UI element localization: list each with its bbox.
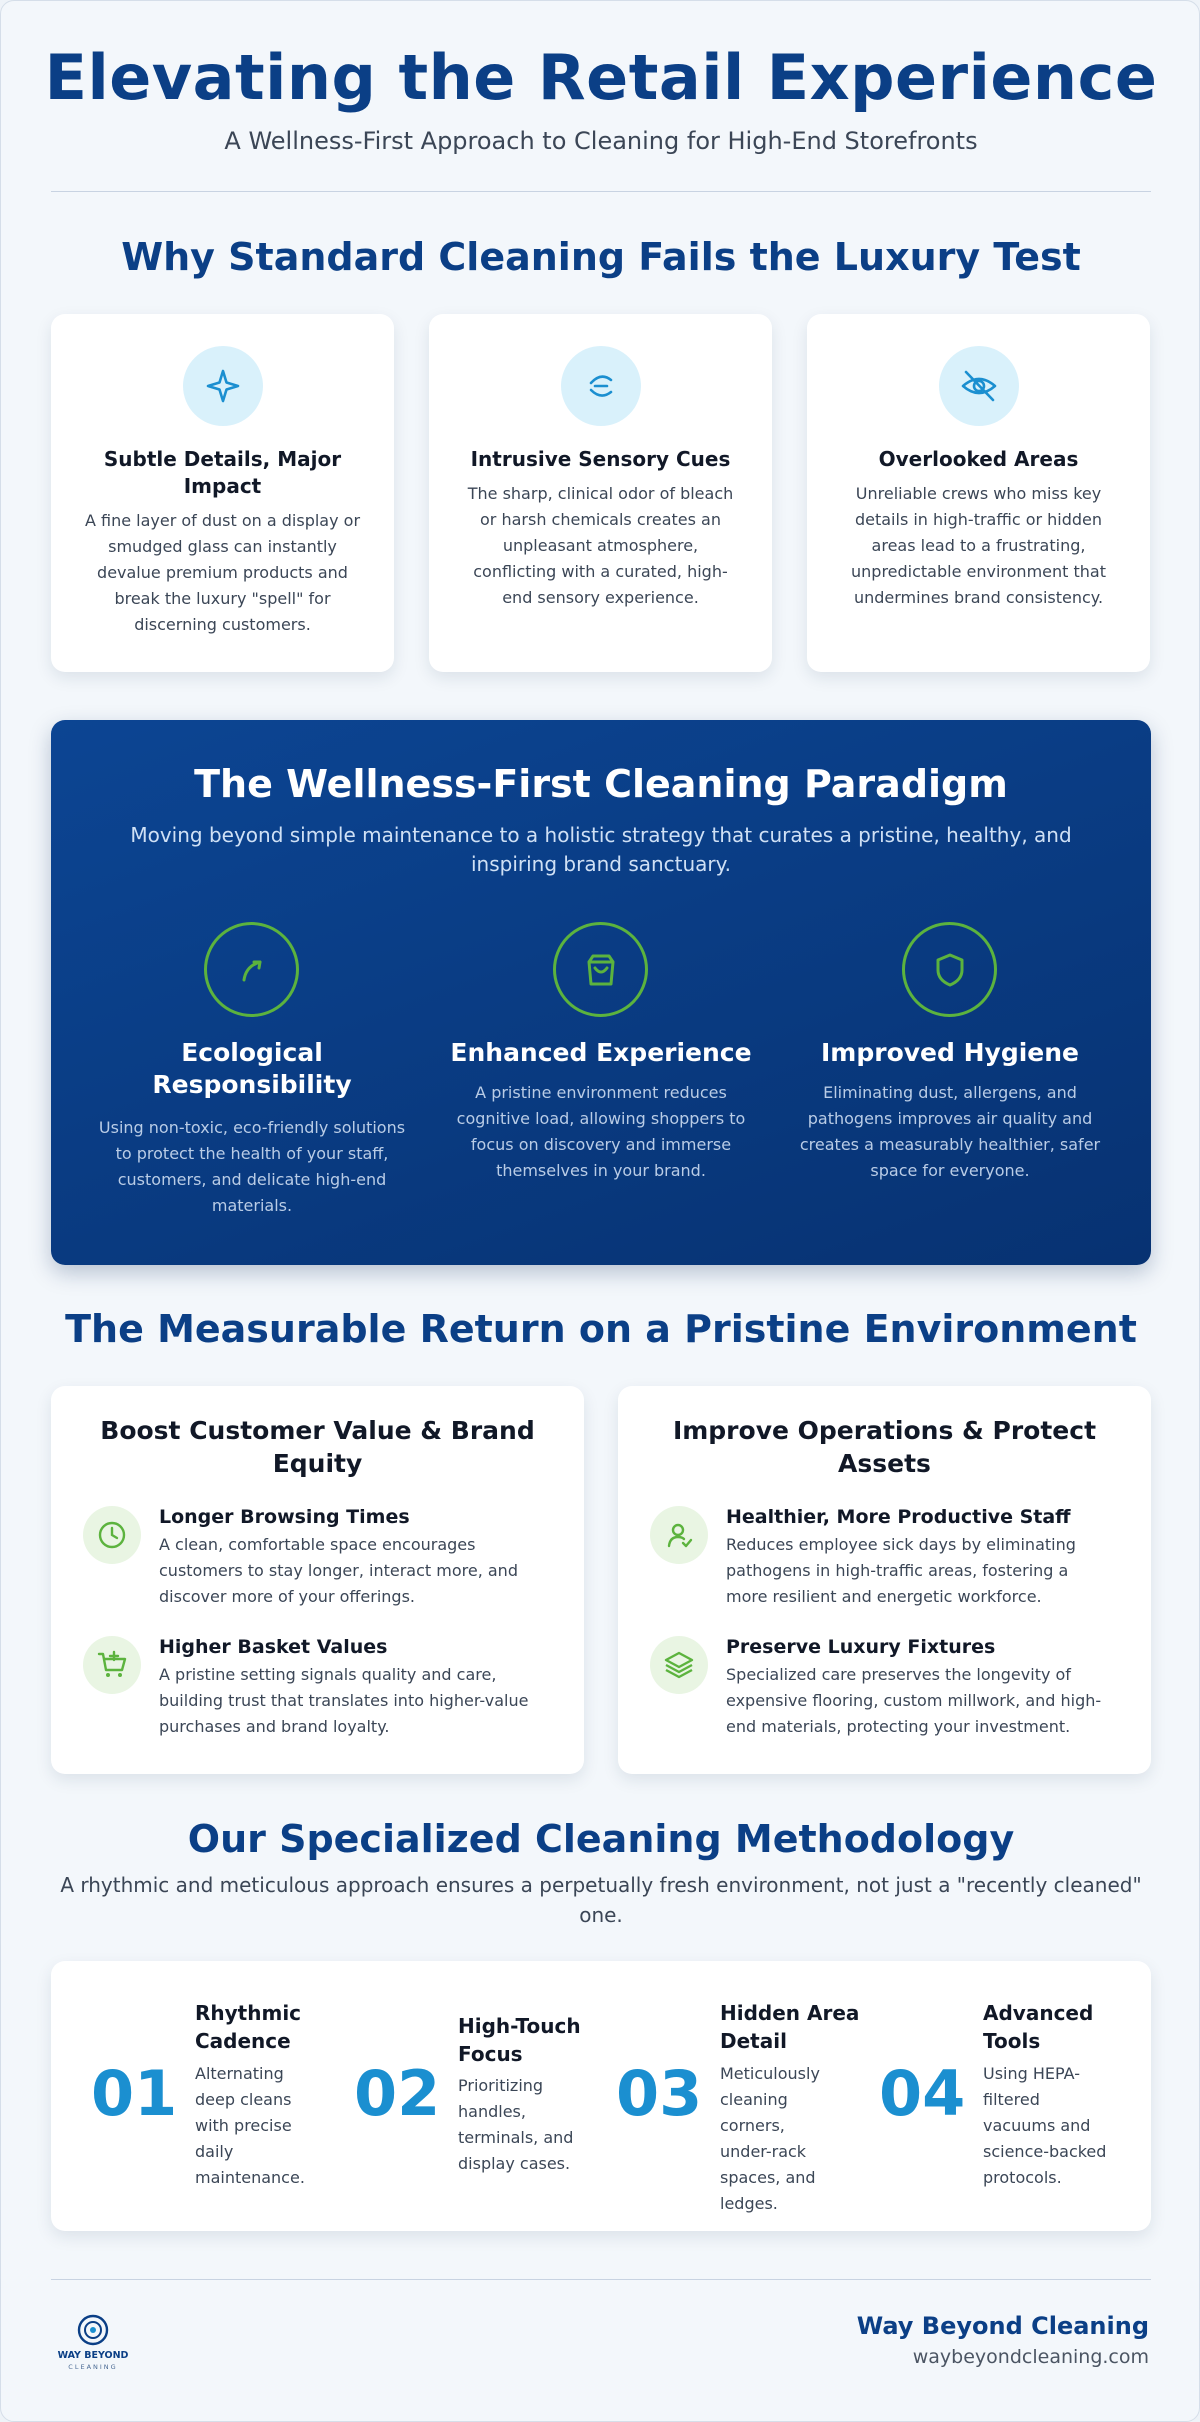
roi-card xyxy=(51,1386,584,1774)
roi-card xyxy=(618,1386,1151,1774)
eye-off-icon xyxy=(939,346,1019,426)
shopping-bag-icon xyxy=(553,922,648,1017)
roi-item-desc: A clean, comfortable space encourages customers to stay longer, interact more, and discover more of your offerings. xyxy=(159,1535,518,1606)
why-card xyxy=(807,314,1150,672)
pillar-text: Eliminating dust, allergens, and pathogens improves air quality and creates a measurably healthier, safer space for everyone. xyxy=(799,1083,1101,1180)
cart-plus-icon xyxy=(83,1636,141,1694)
paradigm-title: The Wellness-First Cleaning Paradigm xyxy=(194,762,1008,806)
divider xyxy=(51,191,1151,192)
step-title: Advanced Tools xyxy=(983,2001,1094,2053)
why-card-title: Intrusive Sensory Cues xyxy=(470,447,731,471)
step-desc: Using HEPA-filtered vacuums and science-backed protocols. xyxy=(983,2064,1107,2187)
svg-text:WAY BEYOND: WAY BEYOND xyxy=(57,2350,129,2361)
pillar-title: Enhanced Experience xyxy=(450,1038,752,1067)
roi-card-title: Improve Operations & Protect Assets xyxy=(672,1416,1097,1478)
roi-item-title: Healthier, More Productive Staff xyxy=(726,1506,1071,1528)
pillar-text: A pristine environment reduces cognitive load, allowing shoppers to focus on discovery and immerse themselves in your brand. xyxy=(456,1083,746,1180)
step-title: Rhythmic Cadence xyxy=(195,2001,302,2053)
roi-card-title: Boost Customer Value & Brand Equity xyxy=(100,1416,535,1478)
sparkle-icon xyxy=(183,346,263,426)
pillar-text: Using non-toxic, eco-friendly solutions to protect the health of your staff, customers, and delicate high-end materials. xyxy=(98,1118,406,1215)
page-subtitle: A Wellness-First Approach to Cleaning for High-End Storefronts xyxy=(224,127,978,155)
page-title: Elevating the Retail Experience xyxy=(44,41,1158,114)
method-lead: A rhythmic and meticulous approach ensures a perpetually fresh environment, not just a "recently cleaned" one. xyxy=(60,1873,1142,1927)
roi-item-title: Preserve Luxury Fixtures xyxy=(726,1636,996,1658)
method-card xyxy=(51,1961,1151,2231)
why-card xyxy=(429,314,772,672)
user-icon xyxy=(650,1506,708,1564)
brand-logo xyxy=(49,2313,137,2373)
svg-text:CLEANING: CLEANING xyxy=(68,2363,118,2371)
leaf-icon xyxy=(204,922,299,1017)
method-section-title: Our Specialized Cleaning Methodology xyxy=(187,1817,1015,1861)
paradigm-lead: Moving beyond simple maintenance to a holistic strategy that curates a pristine, healthy, and inspiring brand sanctuary. xyxy=(130,823,1072,876)
why-card-title: Overlooked Areas xyxy=(878,447,1079,471)
why-card-text: The sharp, clinical odor of bleach or harsh chemicals creates an unpleasant atmosphere, conflicting with a curated, high-end sensory experience. xyxy=(467,484,734,607)
roi-item-desc: A pristine setting signals quality and care, building trust that translates into higher-value purchases and brand loyalty. xyxy=(159,1665,529,1736)
roi-item-title: Higher Basket Values xyxy=(159,1636,388,1658)
step-number: 03 xyxy=(616,2057,703,2130)
layers-icon xyxy=(650,1636,708,1694)
pillar-title: Improved Hygiene xyxy=(821,1038,1079,1067)
wind-icon xyxy=(561,346,641,426)
why-card-text: A fine layer of dust on a display or smudged glass can instantly devalue premium products and break the luxury "spell" for discerning customers. xyxy=(84,511,361,634)
brand-name: Way Beyond Cleaning xyxy=(856,2312,1149,2340)
step-desc: Prioritizing handles, terminals, and display cases. xyxy=(458,2076,574,2173)
step-desc: Alternating deep cleans with precise daily maintenance. xyxy=(195,2064,305,2187)
roi-item-desc: Reduces employee sick days by eliminating pathogens in high-traffic areas, fostering a more resilient and energetic workforce. xyxy=(726,1535,1076,1606)
step-title: High-Touch Focus xyxy=(458,2014,581,2066)
paradigm-panel xyxy=(51,720,1151,1265)
shield-icon xyxy=(902,922,997,1017)
step-number: 02 xyxy=(354,2057,441,2130)
why-section-title: Why Standard Cleaning Fails the Luxury Test xyxy=(121,235,1081,279)
brand-url[interactable]: waybeyondcleaning.com xyxy=(912,2346,1149,2368)
pillar-title: Ecological Responsibility xyxy=(152,1038,352,1099)
why-card xyxy=(51,314,394,672)
why-card-title: Subtle Details, Major Impact xyxy=(103,447,342,498)
roi-item-desc: Specialized care preserves the longevity of expensive flooring, custom millwork, and high-end materials, protecting your investment. xyxy=(726,1665,1102,1736)
step-number: 04 xyxy=(879,2057,966,2130)
divider xyxy=(51,2279,1151,2280)
clock-icon xyxy=(83,1506,141,1564)
why-card-text: Unreliable crews who miss key details in high-traffic or hidden areas lead to a frustrating, unpredictable environment that undermines brand consistency. xyxy=(851,484,1106,607)
step-title: Hidden Area Detail xyxy=(720,2001,860,2053)
step-number: 01 xyxy=(91,2057,178,2130)
roi-section-title: The Measurable Return on a Pristine Environment xyxy=(65,1307,1137,1351)
step-desc: Meticulously cleaning corners, under-rack spaces, and ledges. xyxy=(720,2064,820,2213)
roi-item-title: Longer Browsing Times xyxy=(159,1506,410,1528)
